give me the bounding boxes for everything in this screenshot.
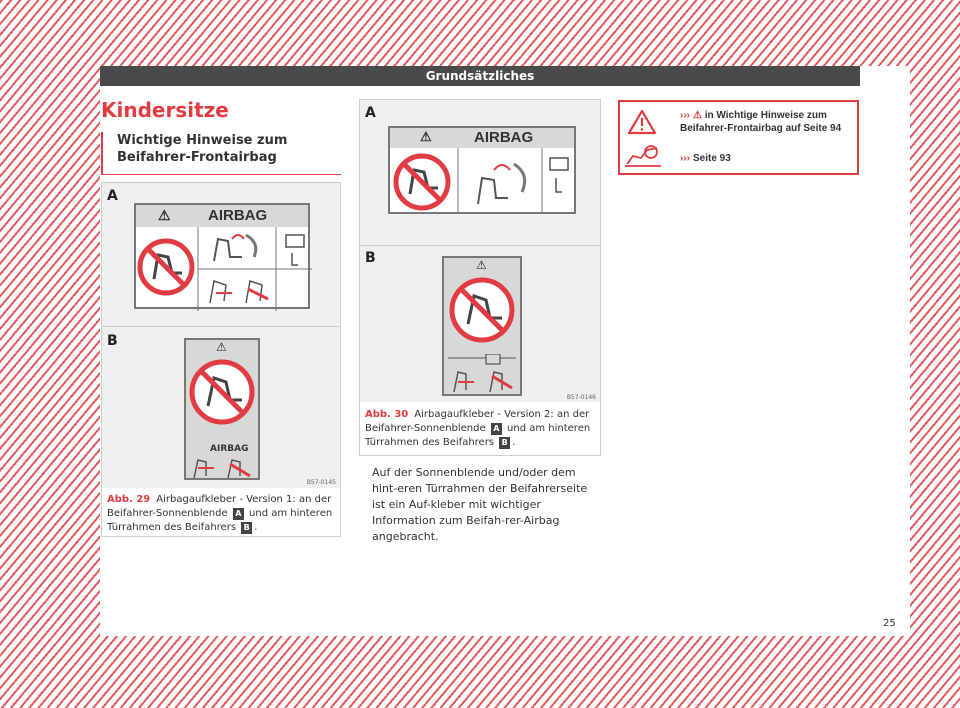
inline-warning-icon: ⚠ [693,110,702,121]
figure-30-image [360,100,600,402]
body-paragraph: Auf der Sonnenblende und/oder dem hint-eren Türrahmen der Beifahrerseite ist ein Auf-kleber mit wichtiger Information zum Beifah-rer-Airbag angebracht. [372,466,588,543]
key-a-badge: A [491,423,502,435]
figure-30-caption [365,408,595,450]
info-and-seat-icons [444,354,520,396]
warning-reference-1[interactable] [680,109,854,135]
warning-triangle-icon [627,109,657,135]
seat-airbag-icons [390,148,578,214]
figure-number: Abb. 30 [365,409,409,420]
airbag-door-sticker [184,338,260,480]
key-b-badge: B [499,437,510,449]
warning-triangle-icon: ⚠ [216,340,227,354]
caption-end: . [512,437,516,448]
figure-29-image [102,183,340,488]
subtitle-rule [101,174,341,175]
panel-label-a: A [107,188,118,204]
airbag-sunvisor-label [388,126,576,214]
caption-text: Airbagaufkleber - Version 2: an der Beifahrer-Sonnenblende [365,409,590,434]
subtitle-accent [101,132,103,174]
airbag-text: AIRBAG [474,129,534,146]
section-header: Grundsätzliches [100,66,860,86]
figure-number: Abb. 29 [107,494,151,505]
airbag-sunvisor-label [134,203,310,309]
section-subtitle: Wichtige Hinweise zum Beifahrer-Frontairbag [117,133,288,165]
figure-code: B57-0146 [566,394,596,401]
panel-label-b: B [365,250,376,266]
panel-label-b: B [107,333,118,349]
figure-30 [359,99,601,456]
environment-note-icon [623,142,663,168]
page-number: 25 [883,618,896,629]
warning-reference-box [618,100,859,175]
airbag-door-sticker [442,256,522,396]
warning-triangle-icon: ⚠ [158,207,171,223]
sticker-airbag-text: AIRBAG [210,444,249,454]
caption-end: . [254,522,258,533]
no-rear-facing-child-seat-icon [444,272,520,356]
seat-position-icons [186,456,258,480]
caption-text: Airbagaufkleber - Version 1: an der Beifahrer-Sonnenblende [107,494,332,519]
warning-reference-1-text: in Wichtige Hinweise zum Beifahrer-Frontairbag auf Seite 94 [680,110,842,134]
figure-code: B57-0145 [306,479,336,486]
figure-29 [101,182,341,537]
caption-text: und am hinteren Türrahmen des Beifahrers [365,423,591,448]
key-a-badge: A [233,508,244,520]
caption-text: und am hinteren Türrahmen des Beifahrers [107,508,333,533]
airbag-text: AIRBAG [208,207,268,224]
key-b-badge: B [241,522,252,534]
figure-29-caption [107,493,335,535]
chevron-icon: ››› [680,153,690,164]
warning-reference-2[interactable] [680,152,854,165]
warning-reference-2-text: Seite 93 [693,153,731,164]
page-title: Kindersitze [101,98,229,122]
warning-triangle-icon: ⚠ [476,258,487,272]
warning-triangle-icon: ⚠ [420,129,432,144]
panel-label-a: A [365,105,376,121]
chevron-icon: ››› [680,110,690,121]
no-rear-facing-child-seat-icon [136,227,312,311]
no-rear-facing-child-seat-icon [186,354,258,444]
